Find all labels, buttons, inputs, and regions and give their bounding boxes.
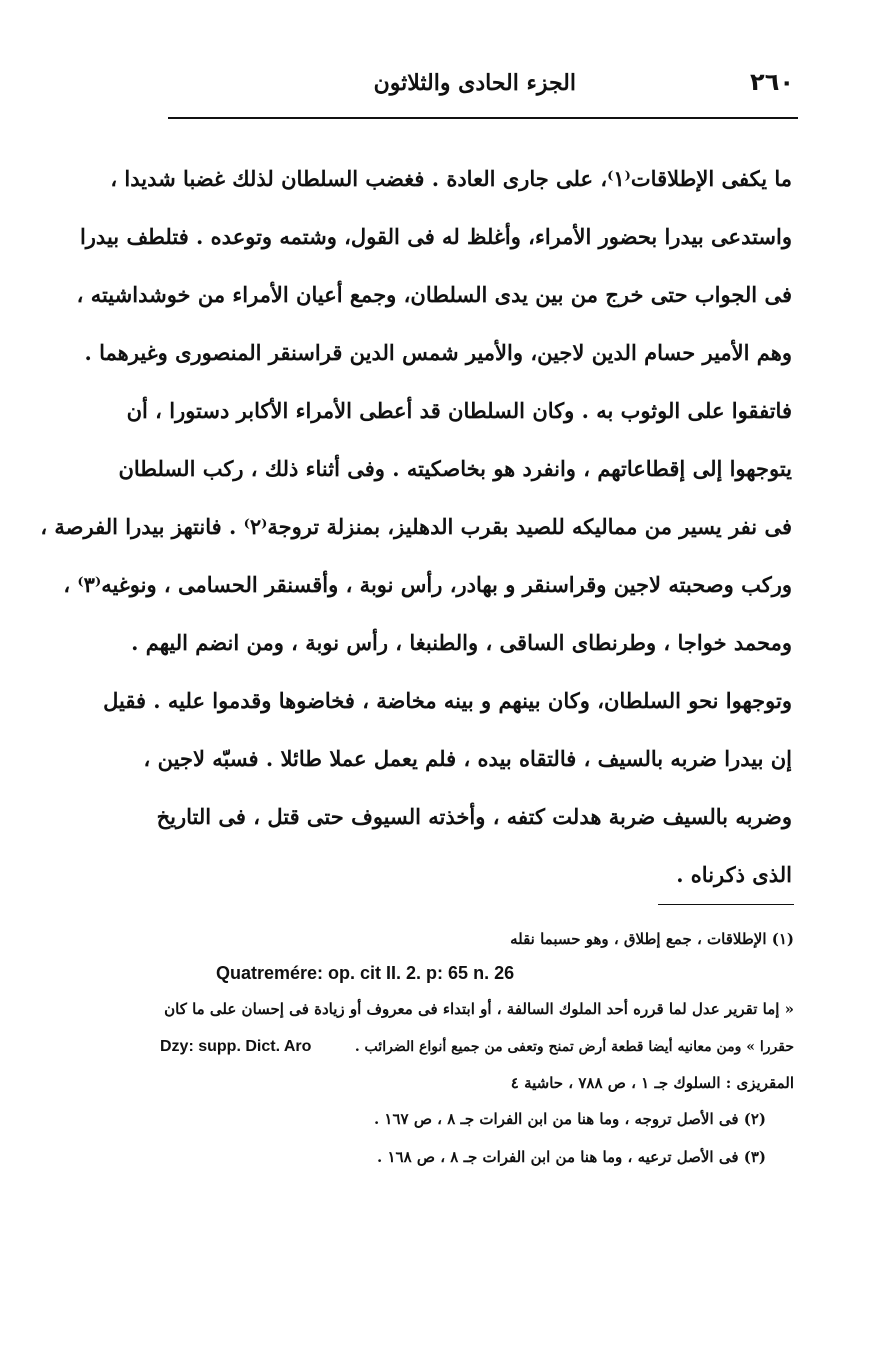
footnote-3: (٣) فى الأصل ترعيه ، وما هنا من ابن الفرات جـ ٨ ، ص ١٦٨ . bbox=[377, 1148, 766, 1166]
text-line: ما يكفى الإطلاقات⁽١⁾، على جارى العادة . فغضب السلطان لذلك غضبا شديدا ، bbox=[110, 166, 792, 191]
text-line: فاتفقوا على الوثوب به . وكان السلطان قد أعطى الأمراء الأكابر دستورا ، أن bbox=[126, 398, 792, 423]
text-line: فى نفر يسير من مماليكه للصيد بقرب الدهليز، بمنزلة تروجة⁽٢⁾ . فانتهز بيدرا الفرصة ، bbox=[40, 514, 792, 539]
header-rule bbox=[168, 117, 798, 119]
text-line: إن بيدرا ضربه بالسيف ، فالتقاه بيده ، فلم يعمل عملا طائلا . فسبّه لاجين ، bbox=[143, 746, 792, 771]
text-line: واستدعى بيدرا بحضور الأمراء، وأغلظ له فى القول، وشتمه وتوعده . فتلطف بيدرا bbox=[79, 224, 792, 249]
running-title: الجزء الحادى والثلاثون bbox=[373, 70, 576, 96]
footnote-rule bbox=[658, 904, 794, 905]
footnote-1: (١) الإطلاقات ، جمع إطلاق ، وهو حسبما نقله bbox=[510, 930, 794, 948]
page-number: ٢٦٠ bbox=[750, 68, 794, 96]
text-line: وركب وصحبته لاجين وقراسنقر و بهادر، رأس نوبة ، وأقسنقر الحسامى ، ونوغيه⁽٣⁾ ، bbox=[63, 572, 792, 597]
text-line: ومحمد خواجا ، وطرنطاى الساقى ، والطنبغا ، رأس نوبة ، ومن انضم اليهم . bbox=[131, 630, 792, 655]
main-text bbox=[40, 150, 792, 904]
footnote-1-quote-line-1: « إما تقرير عدل لما قرره أحد الملوك السالفة ، أو ابتداء فى معروف أو زيادة فى إحسان على ما كان bbox=[164, 1000, 794, 1018]
footnotes bbox=[160, 922, 794, 1176]
footnote-1-quote-arabic: حقررا » ومن معانيه أيضا قطعة أرض تمنح وتعفى من جميع أنواع الضرائب . bbox=[354, 1039, 794, 1055]
footnote-1-source: المقريزى : السلوك جـ ١ ، ص ٧٨٨ ، حاشية ٤ bbox=[510, 1074, 794, 1092]
footnote-2: (٢) فى الأصل تروجه ، وما هنا من ابن الفرات جـ ٨ ، ص ١٦٧ . bbox=[373, 1110, 766, 1128]
text-line: الذى ذكرناه . bbox=[676, 862, 792, 887]
footnote-1-latin-reference: Quatremére: op. cit II. 2. p: 65 n. 26 bbox=[216, 963, 515, 983]
text-line: يتوجهوا إلى إقطاعاتهم ، وانفرد هو بخاصكيته . وفى أثناء ذلك ، ركب السلطان bbox=[118, 456, 792, 481]
text-line: وتوجهوا نحو السلطان، وكان بينهم و بينه مخاضة ، فخاضوها وقدموا عليه . فقيل bbox=[103, 688, 792, 713]
footnote-1-quote-latin: Dzy: supp. Dict. Aro bbox=[160, 1038, 312, 1055]
text-line: فى الجواب حتى خرج من بين يدى السلطان، وجمع أعيان الأمراء من خوشداشيته ، bbox=[76, 282, 792, 307]
text-line: وهم الأمير حسام الدين لاجين، والأمير شمس الدين قراسنقر المنصورى وغيرهما . bbox=[84, 340, 792, 365]
text-line: وضربه بالسيف ضربة هدلت كتفه ، وأخذته السيوف حتى قتل ، فى التاريخ bbox=[156, 804, 792, 829]
footnote-1-quote-line-2 bbox=[160, 1028, 794, 1066]
page-header bbox=[168, 68, 794, 112]
